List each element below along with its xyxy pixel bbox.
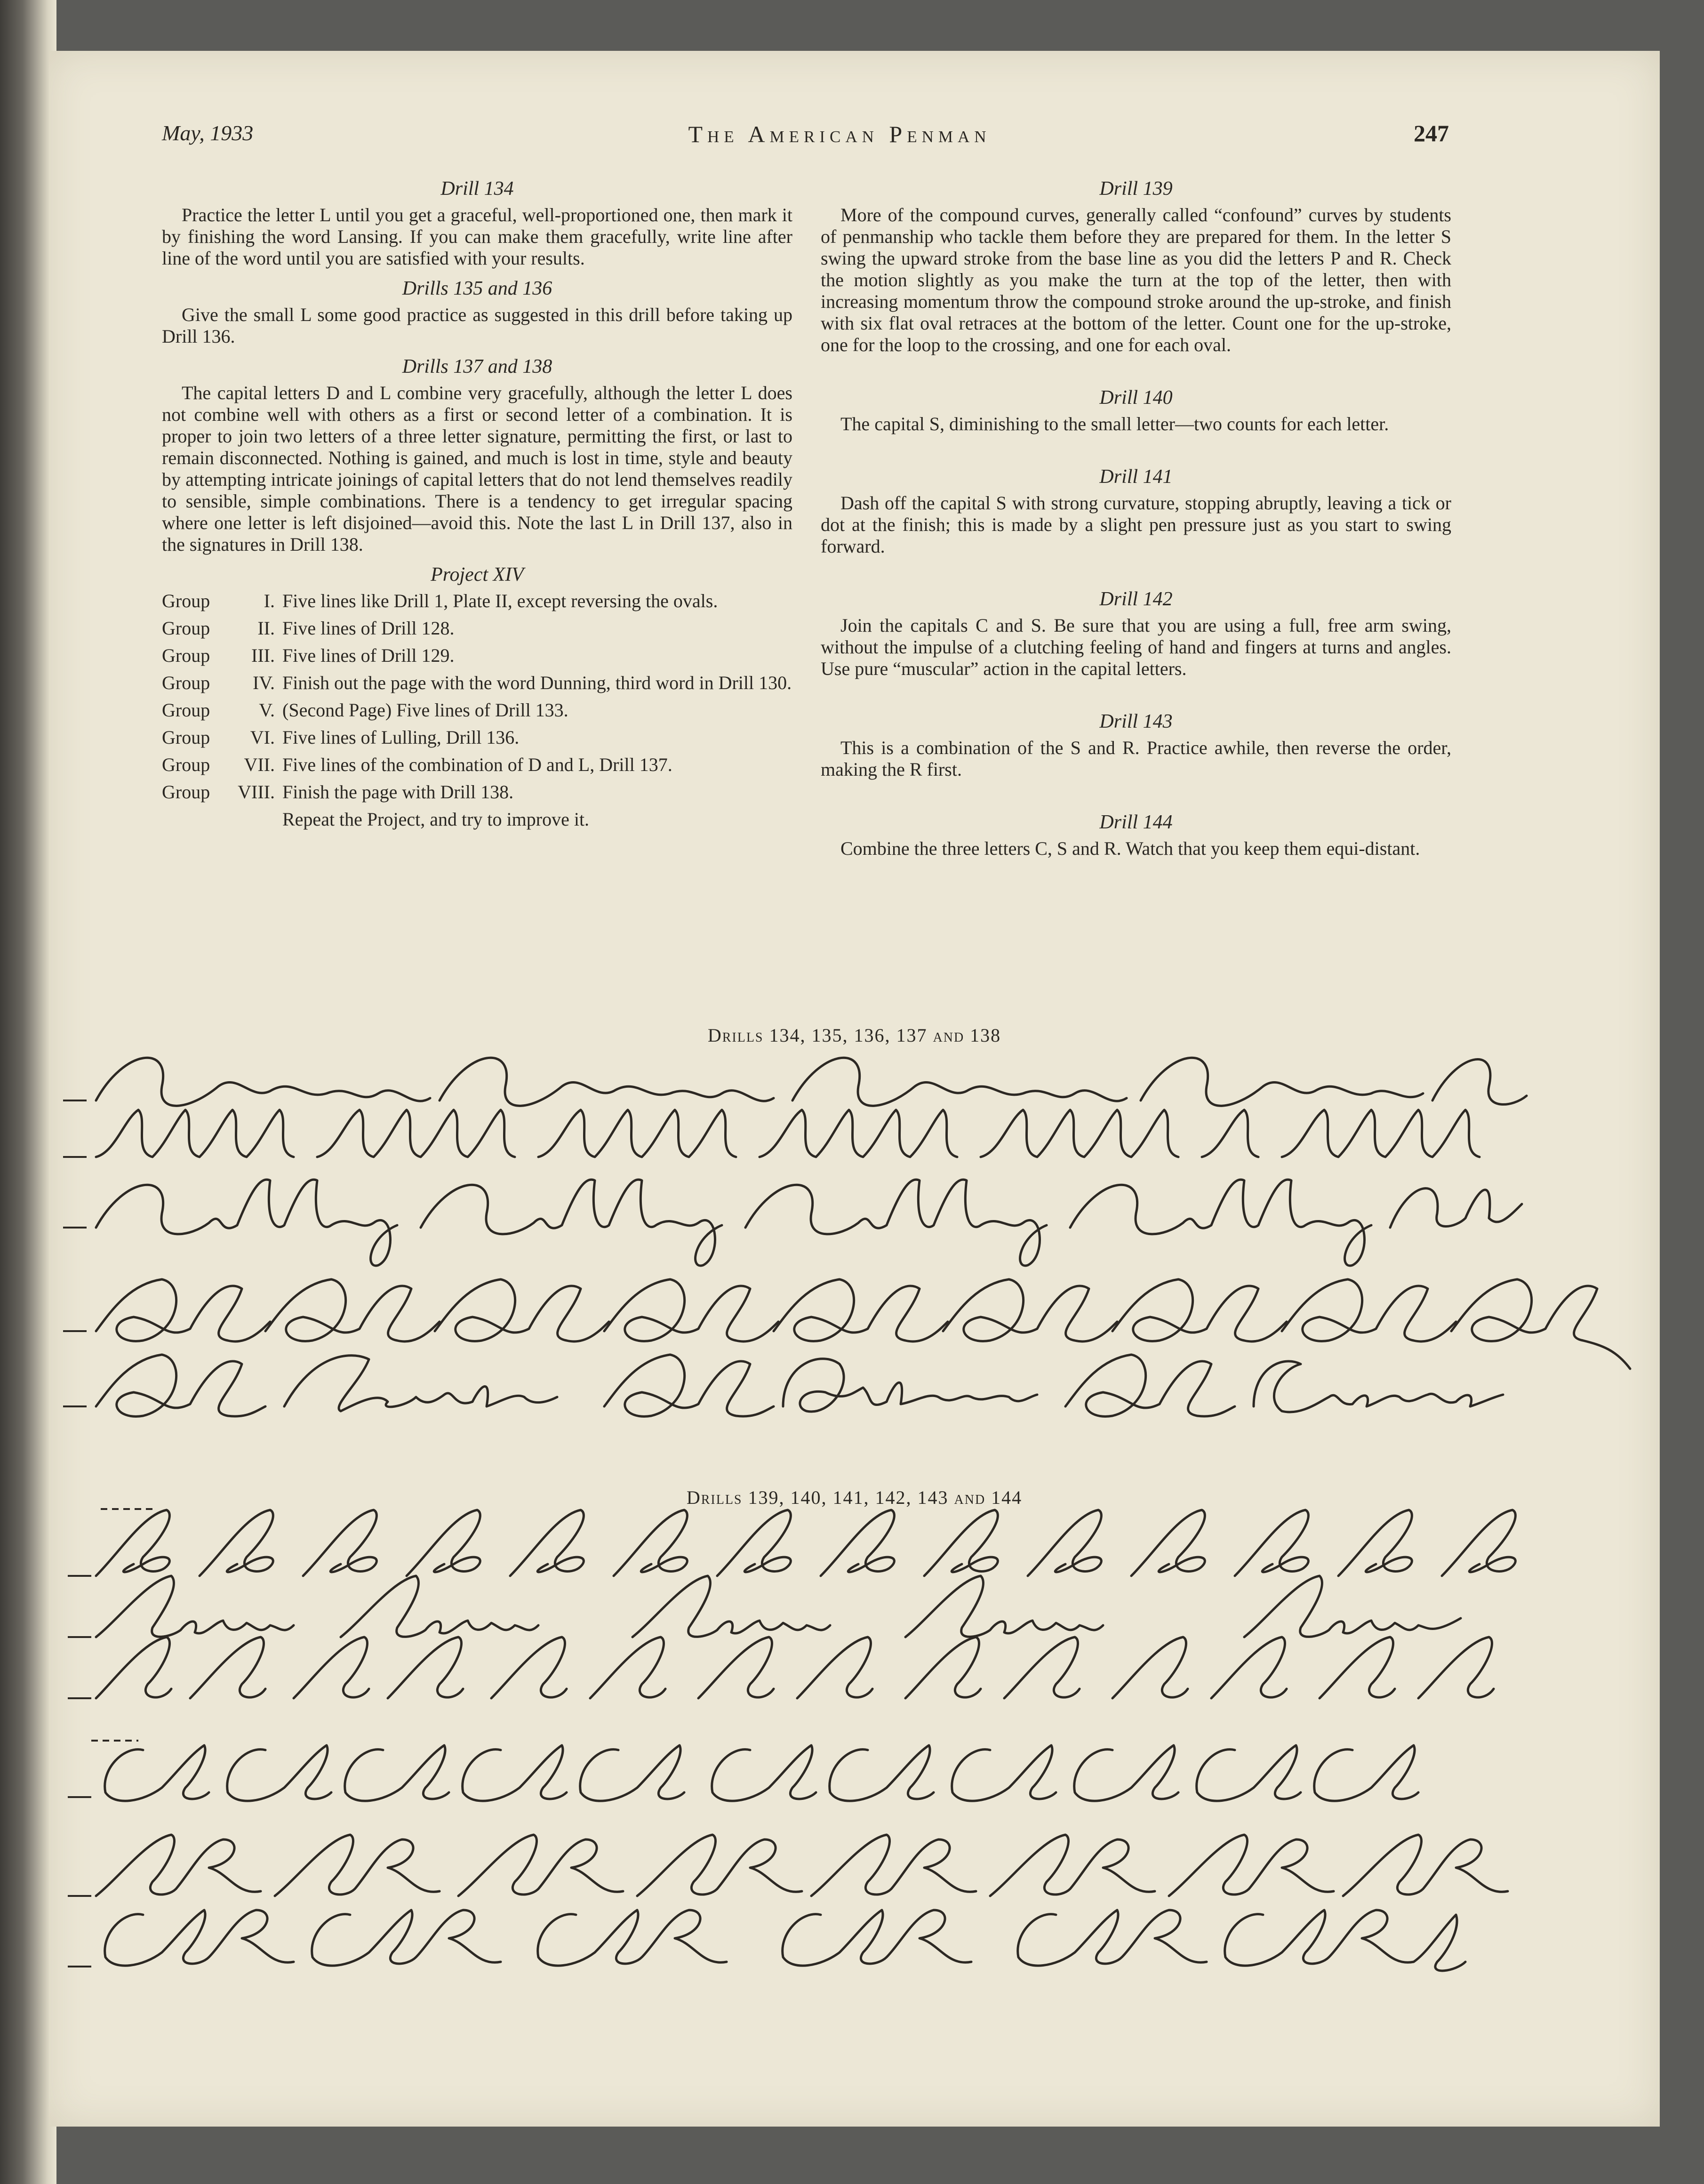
group-label: Group <box>162 672 210 693</box>
drill-134-text: Practice the letter L until you get a graceful, well-proportioned one, then mark it by finishing the word Lansing. If you can make them gracefully, write line after line of the word until you are satisfied with your results. <box>162 204 792 269</box>
drill-139-text: More of the compound curves, generally called “confound” curves by students of penmanship who tackle them before they are prepared for them. In the letter S swing the upward stroke from the base line as you did the letters P and R. Check the motion slightly as you make the turn at the top of the letter, then with increasing momentum throw the compound stroke around the up-stroke, and finish with six flat oval retraces at the bottom of the letter. Count one for the up-stroke, one for the loop to the crossing, and one for each oval. <box>821 204 1451 355</box>
drill-142-text: Join the capitals C and S. Be sure that you are using a full, free arm swing, without the impulse of a clutching feeling of hand and fingers at turns and angles. Use pure “muscular” action in the capital letters. <box>821 615 1451 679</box>
magazine-title: The American Penman <box>688 121 991 147</box>
page-number: 247 <box>1414 120 1449 146</box>
drill-134-title: Drill 134 <box>440 178 514 200</box>
drills-137-138-title: Drills 137 and 138 <box>402 356 552 377</box>
capital-s-oval-row <box>68 1510 1515 1576</box>
drills-135-136-text: Give the small L some good practice as suggested in this drill before taking up Drill 136. <box>162 304 792 347</box>
drills-137-138-text: The capital letters D and L combine very gracefully, although the letter L does not combine well with others as a first or second letter of a combination. It is proper to join two letters of a three letter signature, permitting the first, or last to remain disconnected. Nothing is gained, and much is lost in time, style and beauty by attempting intricate joinings of capital letters that do not lend themselves readily to sensible, simple combinations. There is a tendency to get irregular spacing where one letter is left disjoined—avoid this. Note the last L in Drill 137, also in the signatures in Drill 138. <box>162 382 792 555</box>
group-label: Group <box>162 645 210 666</box>
magazine-page <box>49 51 1660 2127</box>
group-text: Finish out the page with the word Dunning, third word in Drill 130. <box>282 672 792 693</box>
drill-141-title: Drill 141 <box>1099 466 1173 488</box>
drills-135-136-title: Drills 135 and 136 <box>402 278 552 299</box>
dashed-s-row <box>68 1637 1494 1698</box>
group-label: Group <box>162 754 210 775</box>
drill-144-text: Combine the three letters C, S and R. Watch that you keep them equi-distant. <box>840 838 1420 859</box>
plate-2-script-specimen <box>49 51 1660 2127</box>
csr-row <box>68 1910 1465 1971</box>
group-text: Five lines of Lulling, Drill 136. <box>282 727 520 748</box>
group-text: (Second Page) Five lines of Drill 133. <box>282 699 568 721</box>
diminishing-s-row <box>68 1576 1461 1637</box>
drill-143-title: Drill 143 <box>1099 711 1173 732</box>
group-text: Five lines like Drill 1, Plate II, except reversing the ovals. <box>282 590 718 611</box>
drill-140-title: Drill 140 <box>1099 387 1173 409</box>
book-spine <box>0 0 56 2184</box>
issue-date: May, 1933 <box>162 121 254 145</box>
repeat-instruction: Repeat the Project, and try to improve it. <box>282 809 590 830</box>
plate-2-caption: Drills 139, 140, 141, 142, 143 and 144 <box>686 1487 1023 1508</box>
group-text: Five lines of Drill 128. <box>282 618 455 639</box>
group-number: VII. <box>244 754 275 775</box>
group-number: IV. <box>252 672 275 693</box>
drill-142-title: Drill 142 <box>1099 588 1173 610</box>
group-number: V. <box>259 699 275 721</box>
group-label: Group <box>162 699 210 721</box>
drill-143-text: This is a combination of the S and R. Practice awhile, then reverse the order, making the R first. <box>821 737 1451 780</box>
cs-row <box>68 1745 1418 1801</box>
group-label: Group <box>162 590 210 611</box>
drill-139-title: Drill 139 <box>1099 178 1173 200</box>
group-label: Group <box>162 618 210 639</box>
drill-141-text: Dash off the capital S with strong curvature, stopping abruptly, leaving a tick or dot at the finish; this is made by a slight pen pressure just as you start to swing forward. <box>821 492 1451 557</box>
group-label: Group <box>162 781 210 803</box>
group-text: Finish the page with Drill 138. <box>282 781 514 803</box>
group-text: Five lines of Drill 129. <box>282 645 455 666</box>
drill-140-text: The capital S, diminishing to the small letter—two counts for each letter. <box>840 413 1389 434</box>
group-number: VIII. <box>238 781 275 803</box>
drill-144-title: Drill 144 <box>1099 811 1173 833</box>
project-title: Project XIV <box>431 564 524 586</box>
group-number: II. <box>257 618 275 639</box>
group-text: Five lines of the combination of D and L, Drill 137. <box>282 754 672 775</box>
sr-row <box>68 1835 1508 1896</box>
group-number: VI. <box>250 727 275 748</box>
group-number: I. <box>264 590 275 611</box>
plate-1-caption: Drills 134, 135, 136, 137 and 138 <box>707 1025 1001 1046</box>
group-label: Group <box>162 727 210 748</box>
group-number: III. <box>251 645 275 666</box>
